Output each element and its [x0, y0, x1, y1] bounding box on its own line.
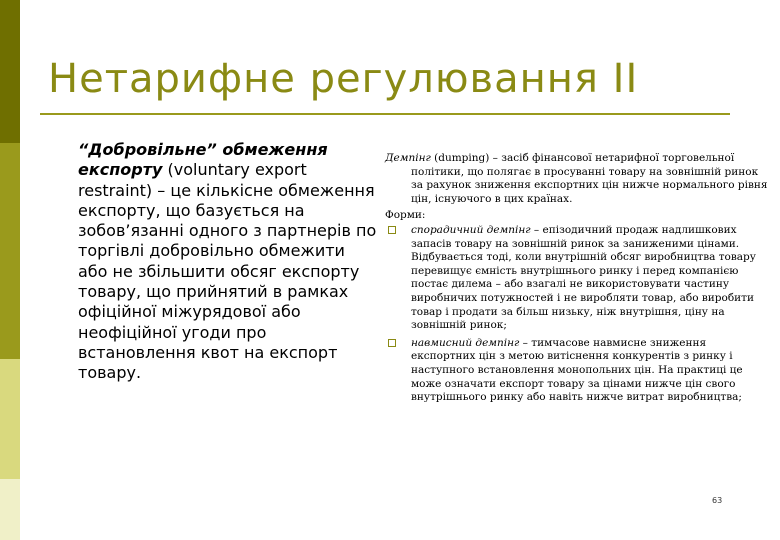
slide-title: Нетарифне регулювання ІІ: [48, 56, 639, 102]
side-band-dark: [0, 0, 20, 143]
bullet-item-sporadic: [385, 224, 773, 333]
side-band-light: [0, 359, 20, 479]
voluntary-restraint-english: (voluntary export restraint): [78, 160, 307, 200]
square-bullet-icon: [388, 226, 396, 234]
page-number: 63: [712, 496, 723, 505]
voluntary-restraint-definition: – це кількісне обмеження експорту, що базується на зобов’язанні одного з партнерів по торгівлі добровільно обмежити або не збільшити обсяг експорту товару, що прийнятий в рамках офіційної міжурядової або неофіційної угоди про встановлення квот на експорт товару.: [78, 180, 377, 383]
forms-label: Форми:: [385, 209, 426, 222]
square-bullet-icon: [388, 339, 396, 347]
bullet-text: – епізодичний продаж надлишкових запасів товару на зовнішній ринок за заниженими цінами. Відбувається тоді, коли внутрішній обсяг виробництва товару перевищує ємність внутрішнього ринку і перед компанією постає дилема – або взагалі не використовувати частину виробничих потужностей і не виробляти товар, або виробити товар і продати за більш низьку, ніж внутрішня, ціну на зовнішній ринок;: [411, 223, 756, 332]
right-text-block: [385, 152, 773, 409]
title-underline: [40, 113, 730, 115]
side-band-medium: [0, 143, 20, 359]
left-text-block: [78, 140, 378, 384]
dumping-paragraph: [385, 152, 773, 206]
bullet-item-intentional: [385, 337, 773, 405]
dumping-definition: (dumping) – засіб фінансової нетарифної торговельної політики, що полягає в просуванні товару на зовнішній ринок за рахунок зниження експортних цін нижче нормального рівня цін, існуючого в цих країнах.: [411, 152, 768, 205]
voluntary-restraint-term: “Добровільне” обмеження експорту: [78, 140, 328, 180]
bullet-text: – тимчасове навмисне зниження експортних цін з метою витіснення конкурентів з ринку і наступного встановлення монопольних цін. На практиці це може означати експорт товару за цінами нижче цін свого внутрішнього ринку або навіть нижче витрат виробництва;: [411, 336, 743, 404]
bullet-term: спорадичний демпінг: [411, 223, 531, 236]
dumping-term: Демпінг: [385, 152, 431, 164]
side-band-pale: [0, 479, 20, 540]
bullet-term: навмисний демпінг: [411, 336, 520, 349]
